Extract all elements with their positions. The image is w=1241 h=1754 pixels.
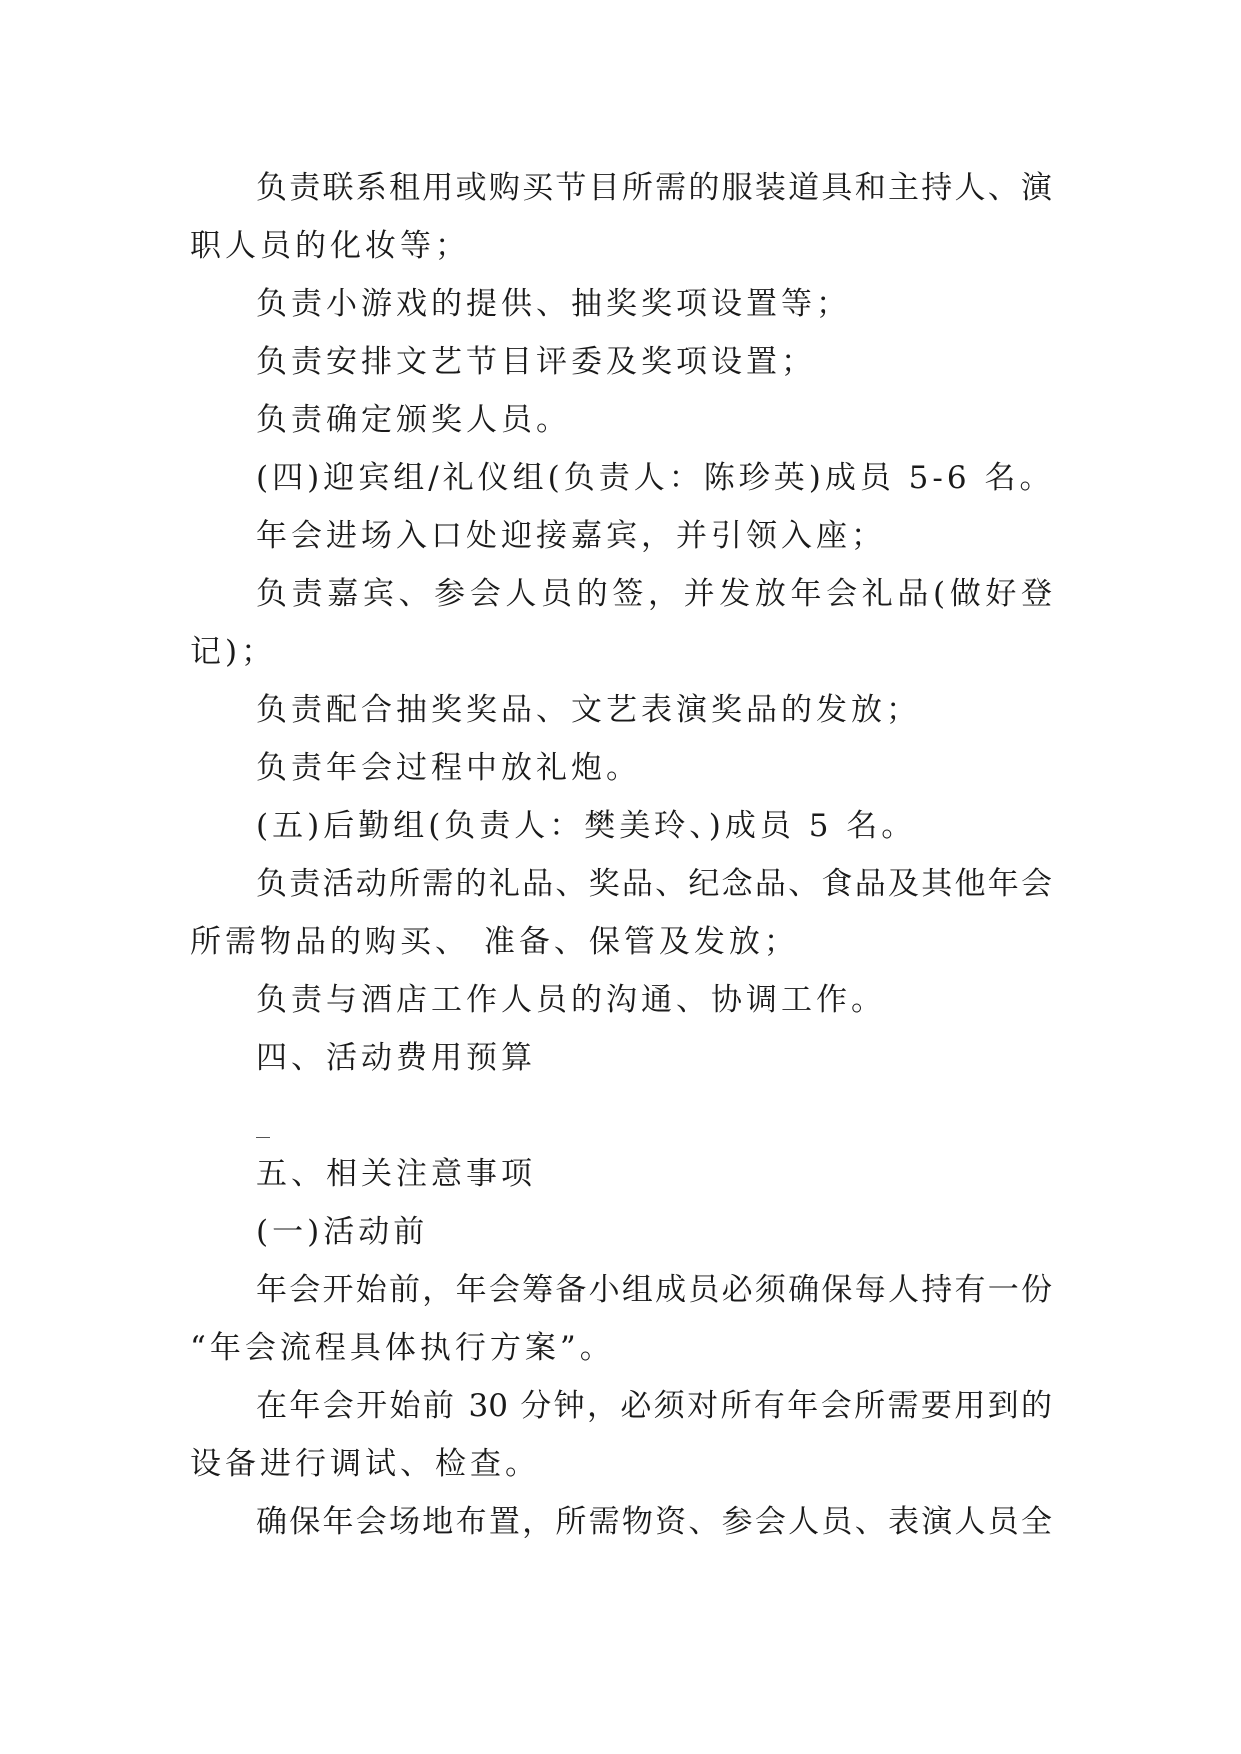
paragraph-line: 设备进行调试、检查。 <box>190 1446 540 1482</box>
paragraph-line: 负责年会过程中放礼炮。 <box>256 750 641 786</box>
paragraph-line: 在年会开始前 30 分钟，必须对所有年会所需要用到的 <box>256 1388 1052 1424</box>
paragraph-line: 所需物品的购买、 准备、保管及发放； <box>190 924 799 960</box>
paragraph-line: 记)； <box>190 634 277 670</box>
paragraph-line: 负责配合抽奖奖品、文艺表演奖品的发放； <box>256 692 921 728</box>
paragraph-line: 负责小游戏的提供、抽奖奖项设置等； <box>256 286 851 322</box>
section-heading: (四)迎宾组/礼仪组(负责人：陈珍英)成员 5-6 名。 <box>256 460 1055 496</box>
paragraph-line: “年会流程具体执行方案”。 <box>190 1330 615 1366</box>
paragraph-line: 负责确定颁奖人员。 <box>256 402 571 438</box>
paragraph-line: 年会开始前，年会筹备小组成员必须确保每人持有一份 <box>256 1272 1052 1308</box>
section-heading: 四、活动费用预算 <box>256 1040 536 1076</box>
subsection-heading: (一)活动前 <box>256 1214 429 1250</box>
paragraph-line: 负责安排文艺节目评委及奖项设置； <box>256 344 816 380</box>
placeholder-dash <box>256 1137 270 1138</box>
paragraph-line: 确保年会场地布置，所需物资、参会人员、表演人员全 <box>256 1504 1052 1540</box>
section-heading: 五、相关注意事项 <box>256 1156 536 1192</box>
paragraph-line: 负责活动所需的礼品、奖品、纪念品、食品及其他年会 <box>256 866 1052 902</box>
paragraph-line: 负责与酒店工作人员的沟通、协调工作。 <box>256 982 886 1018</box>
paragraph-line: 负责联系租用或购买节目所需的服装道具和主持人、演 <box>256 170 1052 206</box>
paragraph-line: 负责嘉宾、参会人员的签，并发放年会礼品(做好登 <box>256 576 1052 612</box>
paragraph-line: 职人员的化妆等； <box>190 228 470 264</box>
section-heading: (五)后勤组(负责人：樊美玲、)成员 5 名。 <box>256 808 917 844</box>
paragraph-line: 年会进场入口处迎接嘉宾，并引领入座； <box>256 518 886 554</box>
